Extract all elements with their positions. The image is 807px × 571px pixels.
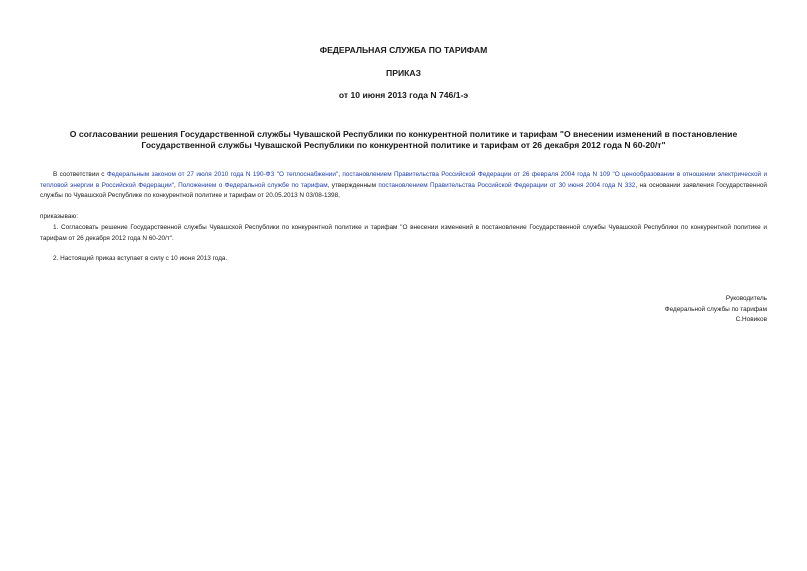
link-federal-law-190[interactable]: Федеральным законом от 27 июля 2010 года N 190-ФЗ "О теплоснабжении"	[106, 171, 339, 178]
document-date-number: от 10 июня 2013 года N 746/1-э	[338, 90, 469, 100]
document-type: ПРИКАЗ	[386, 68, 421, 78]
basis-text: ,	[173, 181, 179, 189]
document-title-line: Государственной службы Чувашской Республики по конкурентной политике и тарифам от 26 декабря 2012 года N 60-20/т"	[141, 140, 666, 150]
basis-paragraph	[40, 170, 767, 202]
link-government-decree-332[interactable]: постановлением Правительства Российской Федерации от 30 июня 2004 года N 332	[378, 181, 636, 189]
link-government-decree-109[interactable]: постановлением Правительства Российской Федерации от 26 февраля 2004 года N 109 "О ценообразовании в отношении электрической и тепловой энергии в Российской Федерации"	[40, 171, 768, 189]
signature-org: Федеральной службы по тарифам	[664, 305, 767, 313]
order-word: приказываю:	[40, 213, 78, 220]
document-title	[40, 129, 767, 151]
signature-name: С.Новиков	[735, 316, 767, 323]
basis-text: , на основании заявления Государственной службы по Чувашской Республике по конкурентной политике и тарифам от 20.05.2013 N 03/08-1398,	[40, 181, 767, 199]
agency-heading: ФЕДЕРАЛЬНАЯ СЛУЖБА ПО ТАРИФАМ	[319, 45, 488, 55]
signature-role: Руководитель	[725, 295, 767, 302]
link-fst-regulation[interactable]: Положением о Федеральной службе по тарифам	[178, 181, 328, 189]
basis-text: В соответствии с	[53, 171, 107, 178]
document-title-line: О согласовании решения Государственной службы Чувашской Республики по конкурентной политике и тарифам "О внесении изменений в постановление	[69, 129, 738, 139]
basis-text: ,	[338, 171, 343, 178]
signature-block	[665, 294, 767, 326]
order-item-2: 2. Настоящий приказ вступает в силу с 10 июня 2013 года.	[53, 255, 228, 262]
basis-text: , утвержденным	[327, 181, 379, 189]
order-item-1: 1. Согласовать решение Государственной службы Чувашской Республики по конкурентной политике и тарифам "О внесении изменений в постановление Государственной службы Чувашской Республики по конкурентной политике и тарифам от 26 декабря 2012 года N 60-20/т".	[40, 224, 767, 242]
